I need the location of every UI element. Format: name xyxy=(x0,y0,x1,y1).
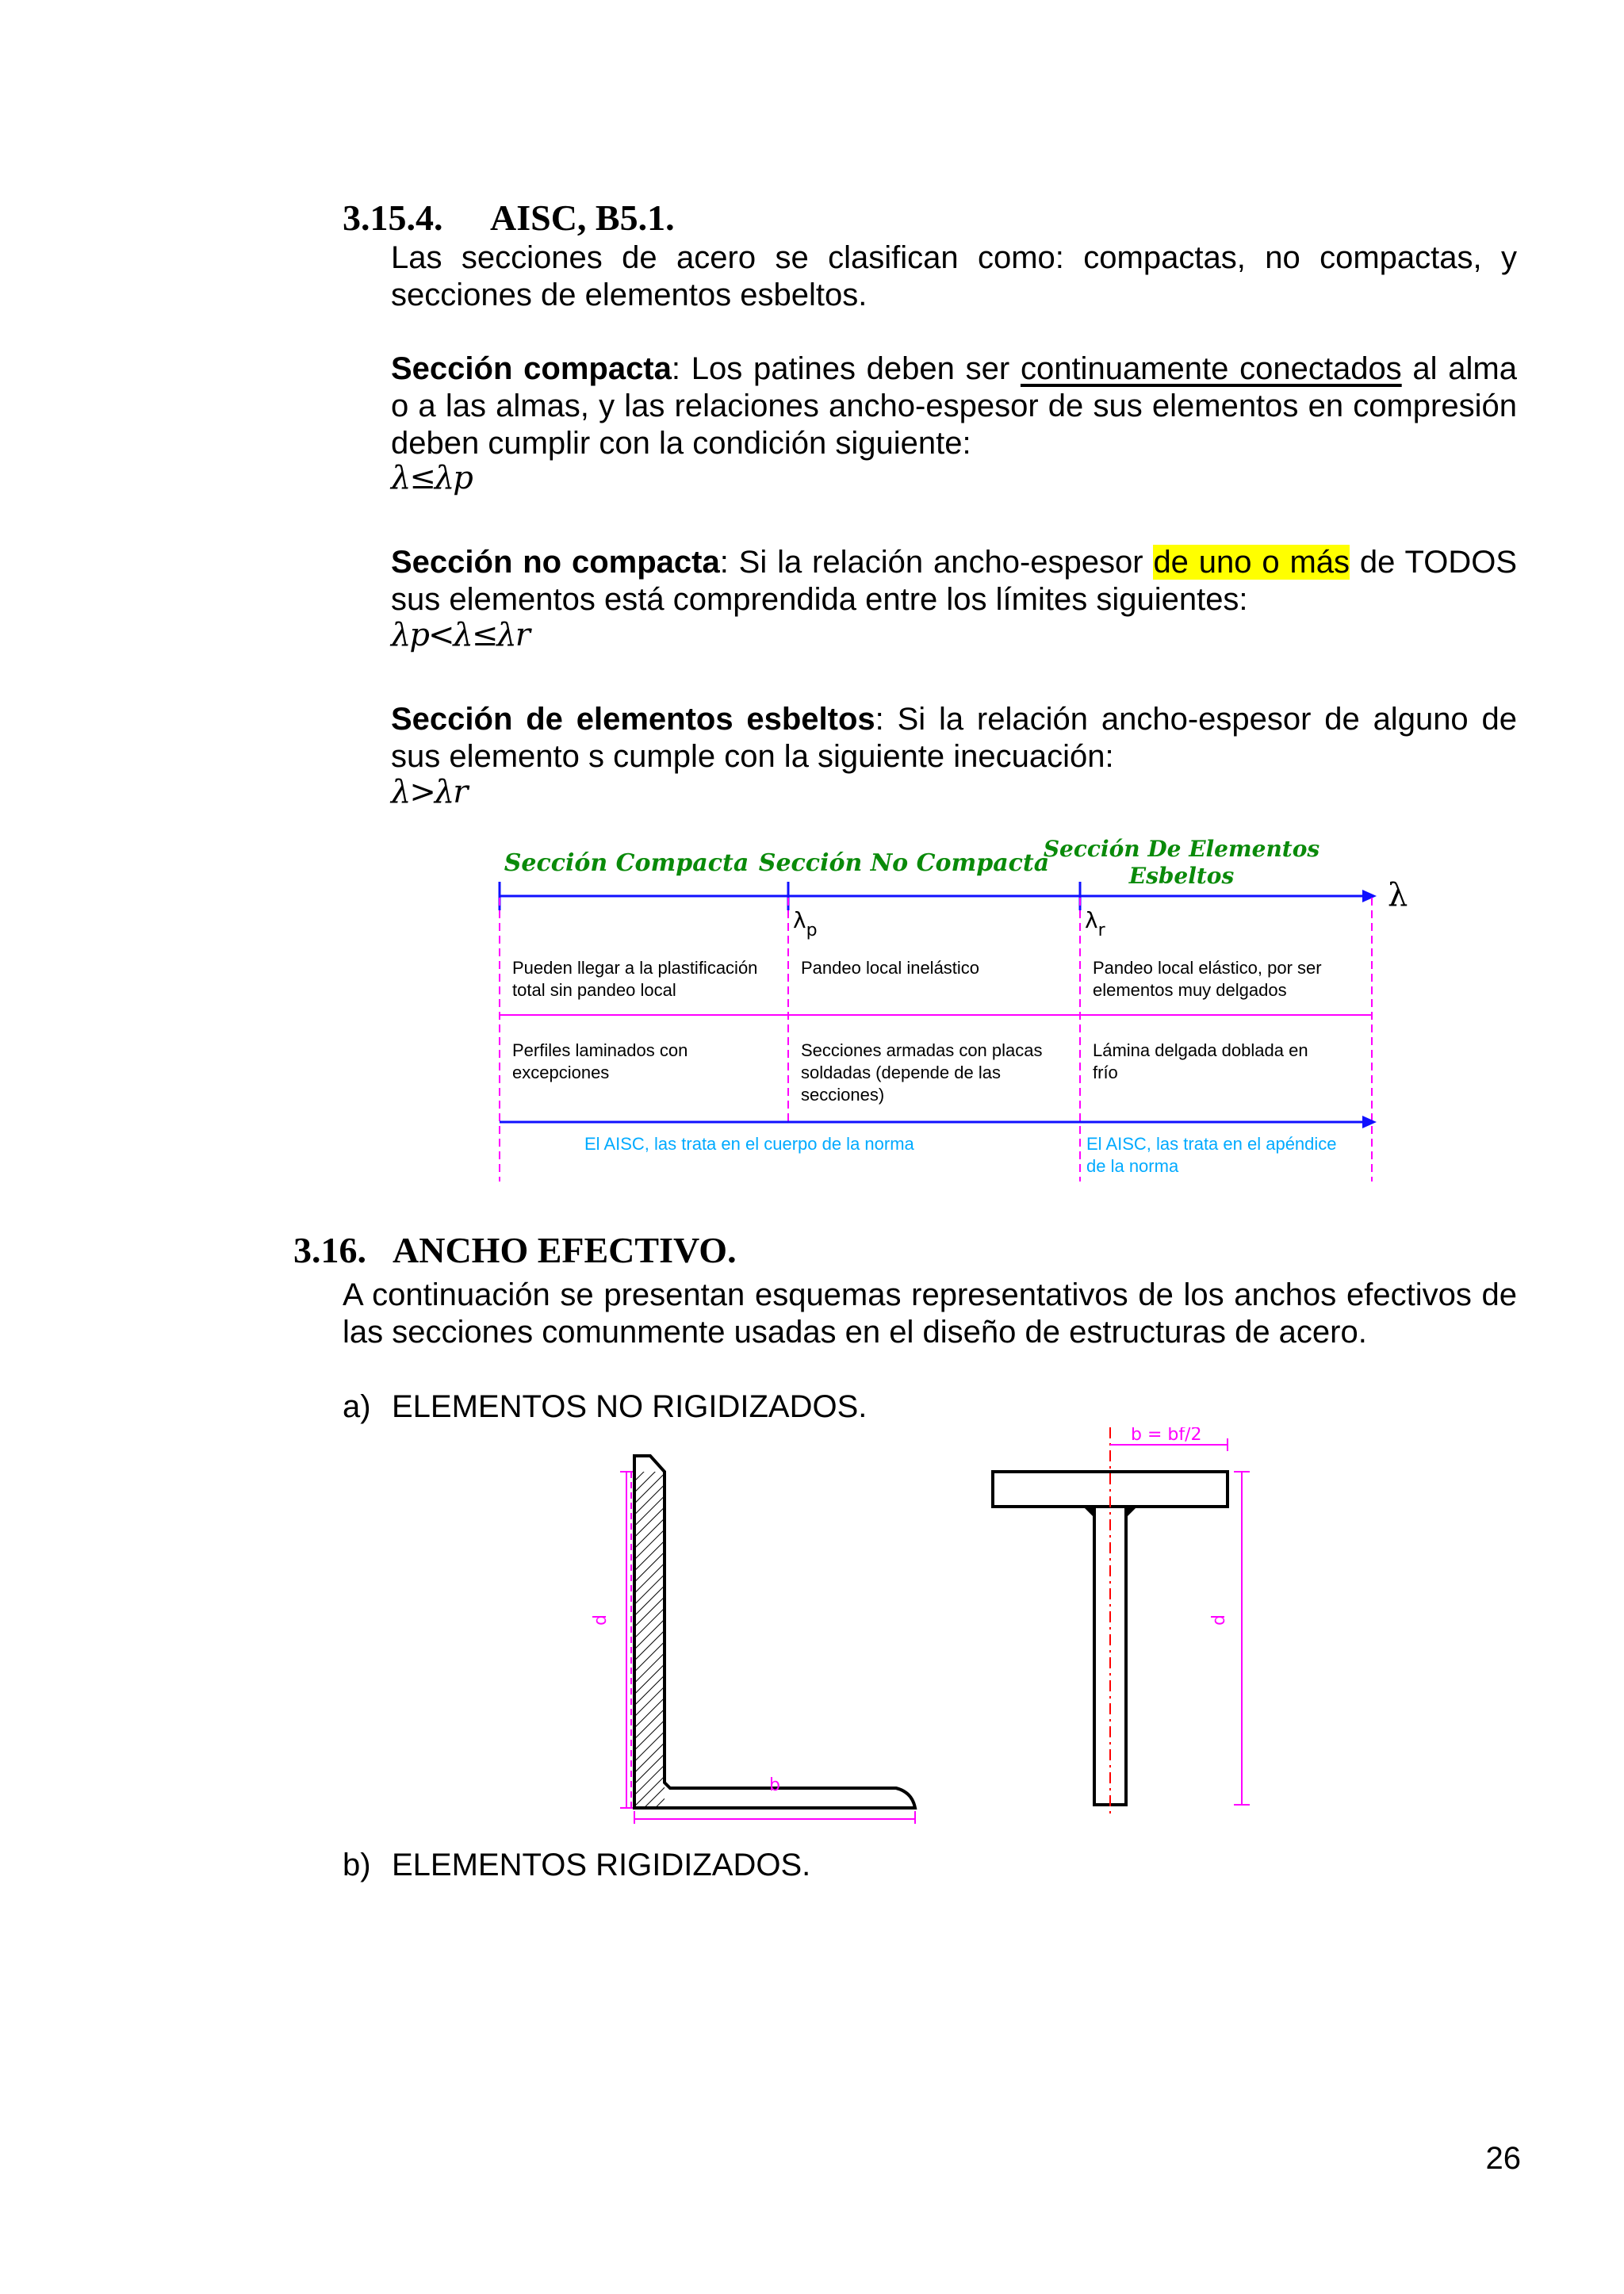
effective-width-intro xyxy=(343,1277,1517,1351)
compact-text-b: al alma o a las almas, y las relaciones ancho-espesor de sus elementos en compresión deben cumplir con la condición siguiente: xyxy=(391,351,1517,461)
noncompact-formula: λp<λ≤λr xyxy=(391,617,529,653)
angle-d-label: d xyxy=(591,1614,611,1626)
row1-col2-line1: Pandeo local inelástico xyxy=(801,958,980,978)
section-title: AISC, B5.1. xyxy=(490,197,675,238)
lambda-r-label: $\lambda_r$ xyxy=(1085,907,1105,940)
compact-text-a: : Los patines deben ser xyxy=(671,351,1021,386)
page-number: 26 xyxy=(1485,2141,1521,2176)
row1-col3-line1: Pandeo local elástico, por ser xyxy=(1093,958,1322,978)
header-compact: Sección Compacta xyxy=(504,849,749,877)
slender-text: : Si la relación ancho-espesor de alguno de sus elemento s cumple con la siguiente inecuación: xyxy=(391,702,1517,774)
row2-col1-line1: Perfiles laminados con xyxy=(512,1040,688,1060)
note-appendix-line1: El AISC, las trata en el apéndice xyxy=(1086,1134,1337,1154)
row2-col3-line2: frío xyxy=(1093,1063,1118,1082)
row2-col3-line1: Lámina delgada doblada en xyxy=(1093,1040,1308,1060)
slender-paragraph xyxy=(391,701,1517,776)
noncompact-text-b: de TODOS sus elementos está comprendida entre los límites siguientes: xyxy=(391,545,1517,617)
slender-formula: λ>λr xyxy=(391,774,467,810)
list-marker-a: a) xyxy=(343,1389,371,1424)
compact-formula: λ≤λp xyxy=(391,460,472,496)
noncompact-label: Sección no compacta xyxy=(391,545,720,580)
row2-col2-line1: Secciones armadas con placas xyxy=(801,1040,1043,1060)
list-item-b xyxy=(343,1848,810,1883)
tee-b-label: b = bf/2 xyxy=(1131,1427,1202,1445)
intro-paragraph xyxy=(391,239,1517,314)
classification-diagram xyxy=(476,825,1427,1189)
slender-label: Sección de elementos esbeltos xyxy=(391,702,875,737)
noncompact-paragraph xyxy=(391,544,1517,618)
angle-hatched-leg xyxy=(634,1472,665,1808)
angle-b-label: b xyxy=(769,1775,780,1795)
list-item-a xyxy=(343,1389,867,1425)
list-marker-b: b) xyxy=(343,1848,371,1882)
noncompact-highlight: de uno o más xyxy=(1153,545,1350,580)
axis-lambda-symbol: λ xyxy=(1388,877,1408,913)
row1-col1-line1: Pueden llegar a la plastificación xyxy=(512,958,758,978)
compact-label: Sección compacta xyxy=(391,351,672,386)
section-number: 3.16. xyxy=(293,1230,366,1270)
header-slender-line2: Esbeltos xyxy=(1128,863,1235,889)
lambda-p-label: $\lambda_p$ xyxy=(793,907,818,940)
row1-col3-line2: elementos muy delgados xyxy=(1093,980,1287,1000)
list-item-b-text: ELEMENTOS RIGIDIZADOS. xyxy=(392,1848,811,1882)
note-appendix-line2: de la norma xyxy=(1086,1156,1179,1176)
angle-section xyxy=(591,1456,915,1824)
header-slender-line1: Sección De Elementos xyxy=(1043,836,1320,862)
noncompact-text-a: : Si la relación ancho-espesor xyxy=(719,545,1154,580)
section-heading-3-16 xyxy=(293,1229,737,1271)
section-title: ANCHO EFECTIVO. xyxy=(393,1230,737,1270)
compact-paragraph xyxy=(391,350,1517,462)
tee-section xyxy=(993,1427,1250,1816)
bottom-axis-arrow xyxy=(1362,1116,1377,1128)
intro-text: Las secciones de acero se clasifican como: compactas, no compactas, y secciones de elementos esbeltos. xyxy=(391,240,1517,312)
compact-underlined: continuamente conectados xyxy=(1020,351,1402,386)
header-noncompact: Sección No Compacta xyxy=(758,849,1050,877)
section-heading-3-15-4 xyxy=(343,197,675,239)
angle-outline xyxy=(634,1456,915,1808)
tee-fillet-left xyxy=(1083,1507,1094,1518)
tee-fillet-right xyxy=(1126,1507,1137,1518)
top-axis-arrow xyxy=(1362,890,1377,902)
section-number: 3.15.4. xyxy=(343,197,443,238)
effective-width-text: A continuación se presentan esquemas representativos de los anchos efectivos de las secciones comunmente usadas en el diseño de estructuras de acero. xyxy=(343,1277,1517,1350)
tee-d-label: d xyxy=(1209,1614,1229,1626)
note-body: El AISC, las trata en el cuerpo de la norma xyxy=(584,1134,914,1154)
sections-diagram xyxy=(587,1427,1300,1824)
row2-col2-line2: soldadas (depende de las xyxy=(801,1063,1001,1082)
row2-col1-line2: excepciones xyxy=(512,1063,610,1082)
list-item-a-text: ELEMENTOS NO RIGIDIZADOS. xyxy=(392,1389,868,1424)
row1-col1-line2: total sin pandeo local xyxy=(512,980,676,1000)
row2-col2-line3: secciones) xyxy=(801,1085,885,1105)
